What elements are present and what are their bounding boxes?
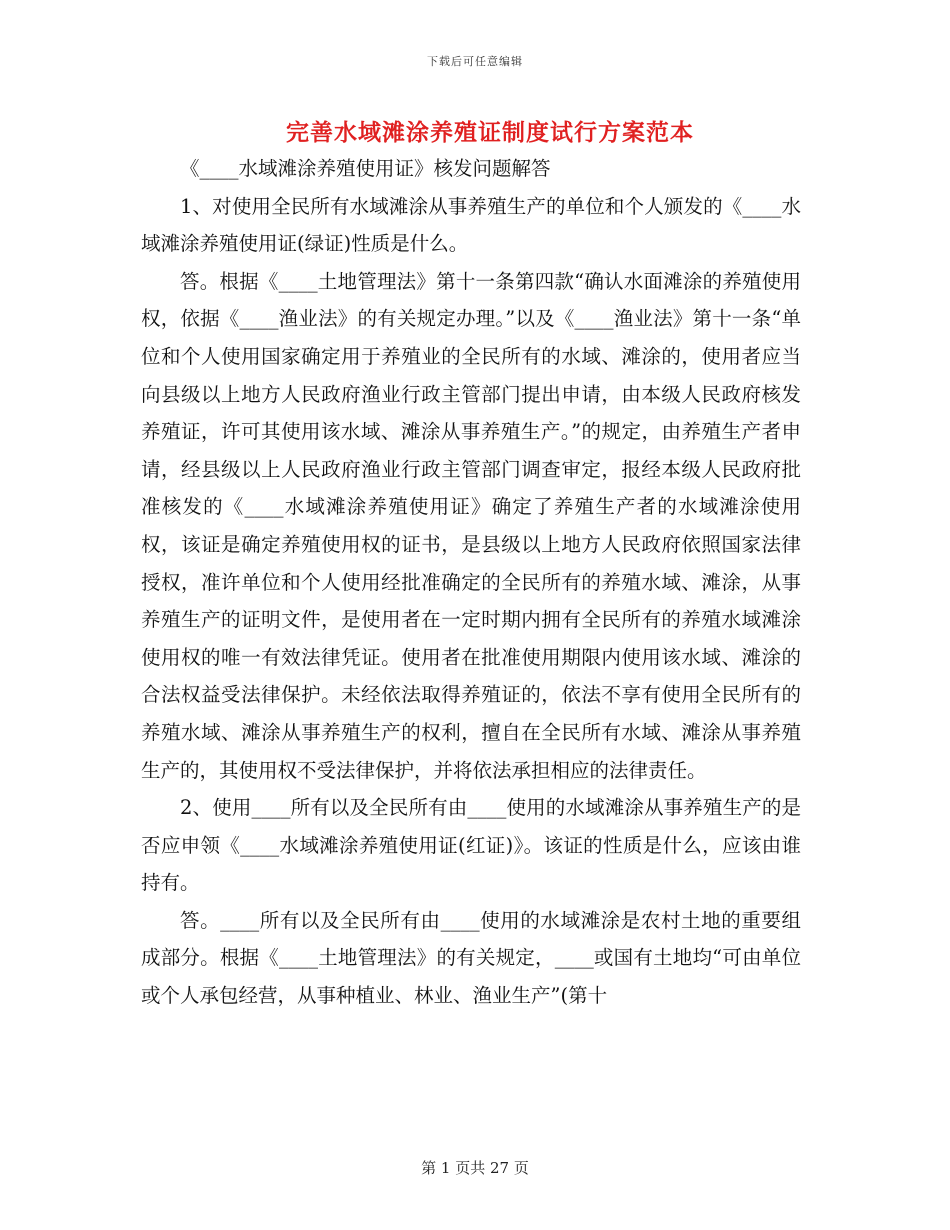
document-title: 完善水域滩涂养殖证制度试行方案范本: [286, 119, 694, 146]
paragraph-answer-2: 答。____所有以及全民所有由____使用的水域滩涂是农村土地的重要组成部分。根据《____土地管理法》的有关规定，____或国有土地均“可由单位或个人承包经营，从事种植业、林业、渔业生产”(第十: [141, 908, 801, 1008]
document-body: [141, 150, 801, 1015]
paragraph-answer-1: 答。根据《____土地管理法》第十一条第四款“确认水面滩涂的养殖使用权，依据《____渔业法》的有关规定办理。”以及《____渔业法》第十一条“单位和个人使用国家确定用于养殖业的全民所有的水域、滩涂的，使用者应当向县级以上地方人民政府渔业行政主管部门提出申请，由本级人民政府核发养殖证，许可其使用该水域、滩涂从事养殖生产。”的规定，由养殖生产者申请，经县级以上人民政府渔业行政主管部门调查审定，报经本级人民政府批准核发的《____水域滩涂养殖使用证》确定了养殖生产者的水域滩涂使用权，该证是确定养殖使用权的证书，是县级以上地方人民政府依照国家法律授权，准许单位和个人使用经批准确定的全民所有的养殖水域、滩涂，从事养殖生产的证明文件，是使用者在一定时期内拥有全民所有的养殖水域滩涂使用权的唯一有效法律凭证。使用者在批准使用期限内使用该水域、滩涂的合法权益受法律保护。未经依法取得养殖证的，依法不享有使用全民所有的养殖水域、滩涂从事养殖生产的权利，擅自在全民所有水域、滩涂从事养殖生产的，其使用权不受法律保护，并将依法承担相应的法律责任。: [141, 269, 801, 782]
paragraph-question-1: 1、对使用全民所有水域滩涂从事养殖生产的单位和个人颁发的《____水域滩涂养殖使用证(绿证)性质是什么。: [141, 194, 801, 256]
header-note: 下载后可任意编辑: [427, 55, 523, 68]
paragraph-subtitle: 《____水域滩涂养殖使用证》核发问题解答: [180, 157, 551, 180]
page-footer: 第 1 页共 27 页: [421, 1159, 529, 1177]
paragraph-question-2: 2、使用____所有以及全民所有由____使用的水域滩涂从事养殖生产的是否应申领《____水域滩涂养殖使用证(红证)》。该证的性质是什么，应该由谁持有。: [141, 796, 801, 895]
